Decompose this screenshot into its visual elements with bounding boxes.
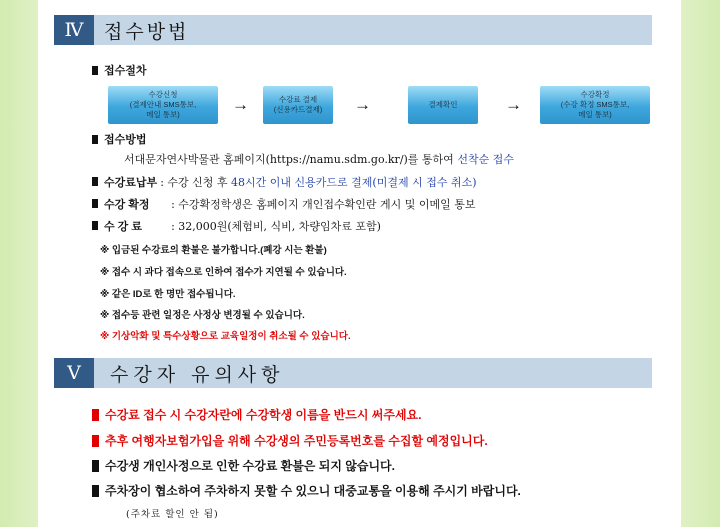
section4-number: Ⅳ <box>54 15 94 45</box>
flow-step-confirm: 수강확정 (수강 확정 SMS통보, 메일 통보) <box>540 86 650 124</box>
notice-item: 추후 여행자보험가입을 위해 수강생의 주민등록번호를 수집할 예정입니다. <box>92 432 488 449</box>
note-refund: ※ 입금된 수강료의 환불은 불가합니다.(폐강 시는 환불) <box>100 245 327 256</box>
section5-title: 수강자 유의사항 <box>110 363 285 386</box>
payment-highlight: 48시간 이내 신용카드로 결제(미결제 시 접수 취소) <box>231 176 477 189</box>
section4-title: 접수방법 <box>104 20 190 43</box>
notice-item: 수강생 개인사정으로 인한 수강료 환불은 되지 않습니다. <box>92 457 395 474</box>
arrow-right-icon: → <box>232 95 249 114</box>
note-weather-cancel: ※ 기상악화 및 특수상황으로 교육일정이 취소될 수 있습니다. <box>100 331 351 342</box>
square-bullet-icon <box>92 177 98 186</box>
top-decoration <box>98 0 598 4</box>
section4-header <box>54 15 652 45</box>
method-text: 서대문자연사박물관 홈페이지(https://namu.sdm.go.kr/)를 통하여 선착순 접수 <box>124 153 514 166</box>
flow-step-payment: 수강료 결제 (신용카드결제) <box>263 86 333 124</box>
note-one-id: ※ 같은 ID로 한 명만 접수됩니다. <box>100 289 236 300</box>
section5-header <box>54 358 652 388</box>
parking-note: (주차료 할인 안 됨) <box>126 509 219 520</box>
square-bullet-icon <box>92 409 99 421</box>
procedure-flow <box>108 86 668 126</box>
note-schedule-change: ※ 접수등 관련 일정은 사정상 변경될 수 있습니다. <box>100 310 305 321</box>
square-bullet-icon <box>92 66 98 75</box>
square-bullet-icon <box>92 199 98 208</box>
square-bullet-icon <box>92 485 99 497</box>
document-page <box>38 0 681 527</box>
square-bullet-icon <box>92 135 98 144</box>
flow-step-check: 결제확인 <box>408 86 478 124</box>
square-bullet-icon <box>92 221 98 230</box>
square-bullet-icon <box>92 435 99 447</box>
section5-number: Ⅴ <box>54 358 94 388</box>
procedure-heading: 접수절차 <box>92 62 147 78</box>
method-highlight: 선착순 접수 <box>457 153 514 166</box>
square-bullet-icon <box>92 460 99 472</box>
fee-line: 수 강 료 : 32,000원(체험비, 식비, 차량임차료 포함) <box>92 218 381 234</box>
note-delay: ※ 접수 시 과다 접속으로 인하여 접수가 지연될 수 있습니다. <box>100 267 347 278</box>
payment-line: 수강료납부 : 수강 신청 후 48시간 이내 신용카드로 결제(미결제 시 접수 취소) <box>92 174 476 190</box>
arrow-right-icon: → <box>354 95 371 114</box>
method-heading: 접수방법 <box>92 131 147 147</box>
confirm-line: 수강 확정 : 수강확정학생은 홈페이지 개인접수확인란 게시 및 이메일 통보 <box>92 196 476 212</box>
flow-step-apply: 수강신청 (결제안내 SMS통보, 메일 통보) <box>108 86 218 124</box>
arrow-right-icon: → <box>505 95 522 114</box>
notice-item: 수강료 접수 시 수강자란에 수강학생 이름을 반드시 써주세요. <box>92 406 421 423</box>
notice-item: 주차장이 협소하여 주차하지 못할 수 있으니 대중교통을 이용해 주시기 바랍니다. <box>92 482 521 499</box>
